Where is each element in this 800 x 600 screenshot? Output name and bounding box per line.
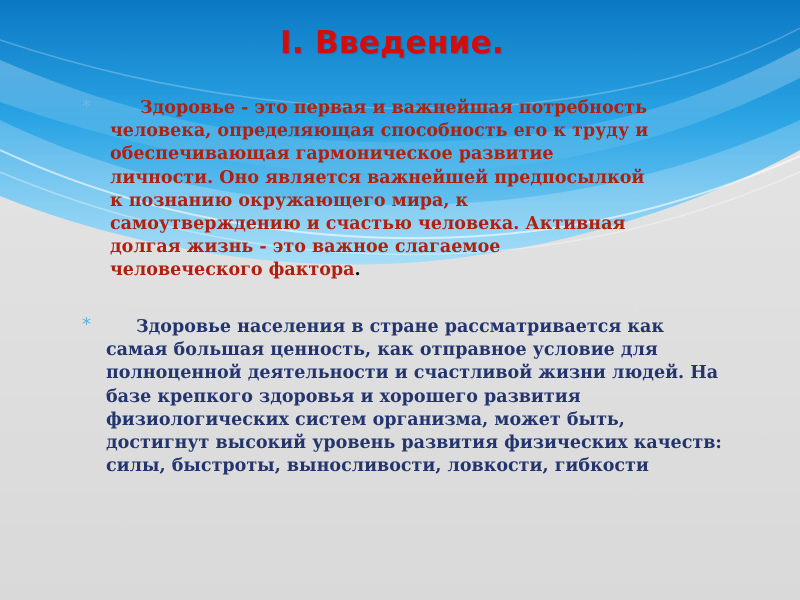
slide-title: I. Введение. — [280, 25, 504, 61]
bullet-icon-2: * — [82, 314, 91, 335]
paragraph-population-health: Здоровье населения в стране рассматривается как самая большая ценность, как отправное условие для полноценной деятельности и счастливой жизни людей. На базе крепкого здоровья и хорошего развития физиологических систем организма, может быть, достигнут высокий уровень развития физических качеств: силы, быстроты, выносливости, ловкости, гибкости — [106, 317, 722, 477]
paragraph-end-period: . — [354, 260, 361, 281]
paragraph-health-need-text: Здоровье - это первая и важнейшая потребность человека, определяющая способность его к труду и обеспечивающая гармоническое развитие личности. Оно является важнейшей предпосылкой к познанию окружающего мира, к самоутверждению и счастью человека. Активная долгая жизнь - это важное слагаемое человеческого фактора — [110, 98, 649, 281]
paragraph-health-need — [110, 97, 650, 283]
bullet-icon-1: * — [82, 96, 91, 117]
